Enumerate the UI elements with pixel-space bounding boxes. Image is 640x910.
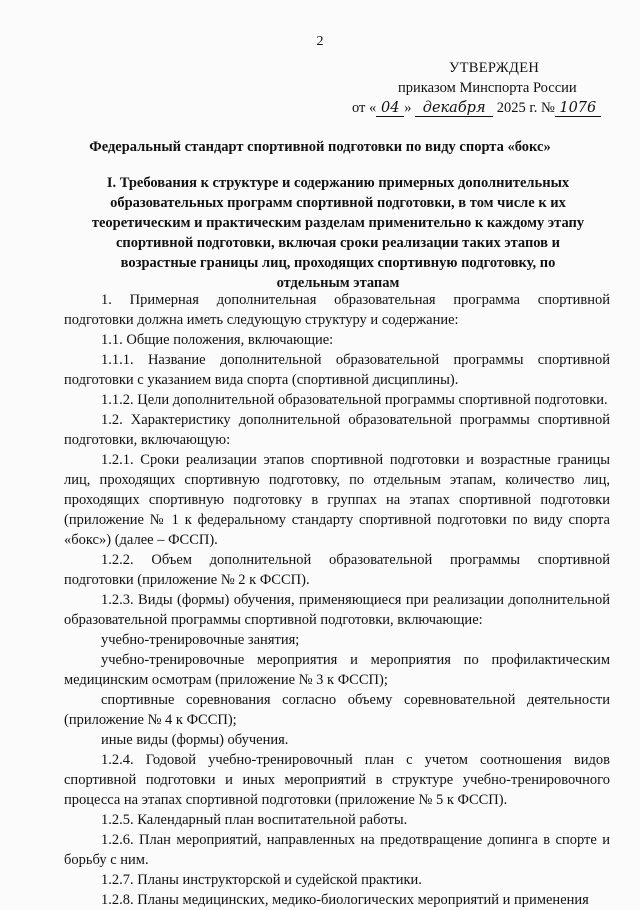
- paragraph: спортивные соревнования согласно объему соревновательной деятельности (приложение № 4 к ФССП);: [64, 692, 610, 728]
- handwritten-day: 04: [376, 100, 404, 117]
- paragraph: учебно-тренировочные мероприятия и мероприятия по профилактическим медицинским осмотрам (приложение № 3 к ФССП);: [64, 652, 610, 688]
- paragraph: 1.2.3. Виды (формы) обучения, применяющиеся при реализации дополнительной образовательной программы спортивной подготовки, включающие:: [64, 592, 610, 628]
- handwritten-order-number: 1076: [555, 100, 601, 117]
- paragraph: 1.2.1. Сроки реализации этапов спортивной подготовки и возрастные границы лиц, проходящих спортивную подготовку, по отдельным этапам, количество лиц, проходящих спортивную подготовку в группах на этапах спортивной подготовки (приложение № 1 к федеральному стандарту спортивной подготовки по виду спорта «бокс») (далее – ФССП).: [64, 452, 610, 548]
- paragraph: 1. Примерная дополнительная образовательная программа спортивной подготовки должна иметь следующую структуру и содержание:: [64, 292, 610, 328]
- paragraph: 1.2.7. Планы инструкторской и судейской практики.: [101, 872, 422, 888]
- date-mid: »: [404, 100, 412, 116]
- document-body: [64, 290, 610, 910]
- paragraph: 1.2.6. План мероприятий, направленных на предотвращение допинга в спорте и борьбу с ним.: [64, 832, 610, 868]
- paragraph: 1.1.2. Цели дополнительной образовательной программы спортивной подготовки.: [101, 392, 608, 408]
- page-number: 2: [316, 34, 324, 49]
- paragraph: 1.1.1. Название дополнительной образовательной программы спортивной подготовки с указанием вида спорта (спортивной дисциплины).: [64, 352, 610, 388]
- paragraph: 1.2.5. Календарный план воспитательной работы.: [101, 812, 408, 828]
- handwritten-month: декабря: [415, 100, 493, 117]
- paragraph: 1.1. Общие положения, включающие:: [101, 332, 334, 348]
- document-title: Федеральный стандарт спортивной подготовки по виду спорта «бокс»: [89, 139, 551, 155]
- approval-date-line: [352, 98, 632, 118]
- approval-title: УТВЕРЖДЕН: [449, 60, 540, 76]
- paragraph: 1.2. Характеристику дополнительной образовательной программы спортивной подготовки, включающую:: [64, 412, 610, 448]
- date-year: 2025 г. №: [496, 100, 555, 116]
- paragraph: 1.2.8. Планы медицинских, медико-биологических мероприятий и применения: [101, 892, 589, 908]
- date-prefix: от «: [352, 100, 377, 116]
- paragraph: учебно-тренировочные занятия;: [101, 632, 300, 648]
- paragraph: 1.2.2. Объем дополнительной образовательной программы спортивной подготовки (приложение № 2 к ФССП).: [64, 552, 610, 588]
- approval-block: [352, 58, 632, 118]
- approval-order: приказом Минспорта России: [398, 80, 577, 96]
- paragraph: иные виды (формы) обучения.: [101, 732, 289, 748]
- section-title: I. Требования к структуре и содержанию примерных дополнительных образовательных программ спортивной подготовки, в том числе к их теоретическим и практическим разделам применительно к каждому этапу спортивной подготовки, включая сроки реализации таких этапов и возрастные границы лиц, проходящих спортивную подготовку, по отдельным этапам: [91, 175, 585, 291]
- paragraph: 1.2.4. Годовой учебно-тренировочный план с учетом соотношения видов спортивной подготовки и иных мероприятий в структуре учебно-тренировочного процесса на этапах спортивной подготовки (приложение № 5 к ФССП).: [64, 752, 610, 808]
